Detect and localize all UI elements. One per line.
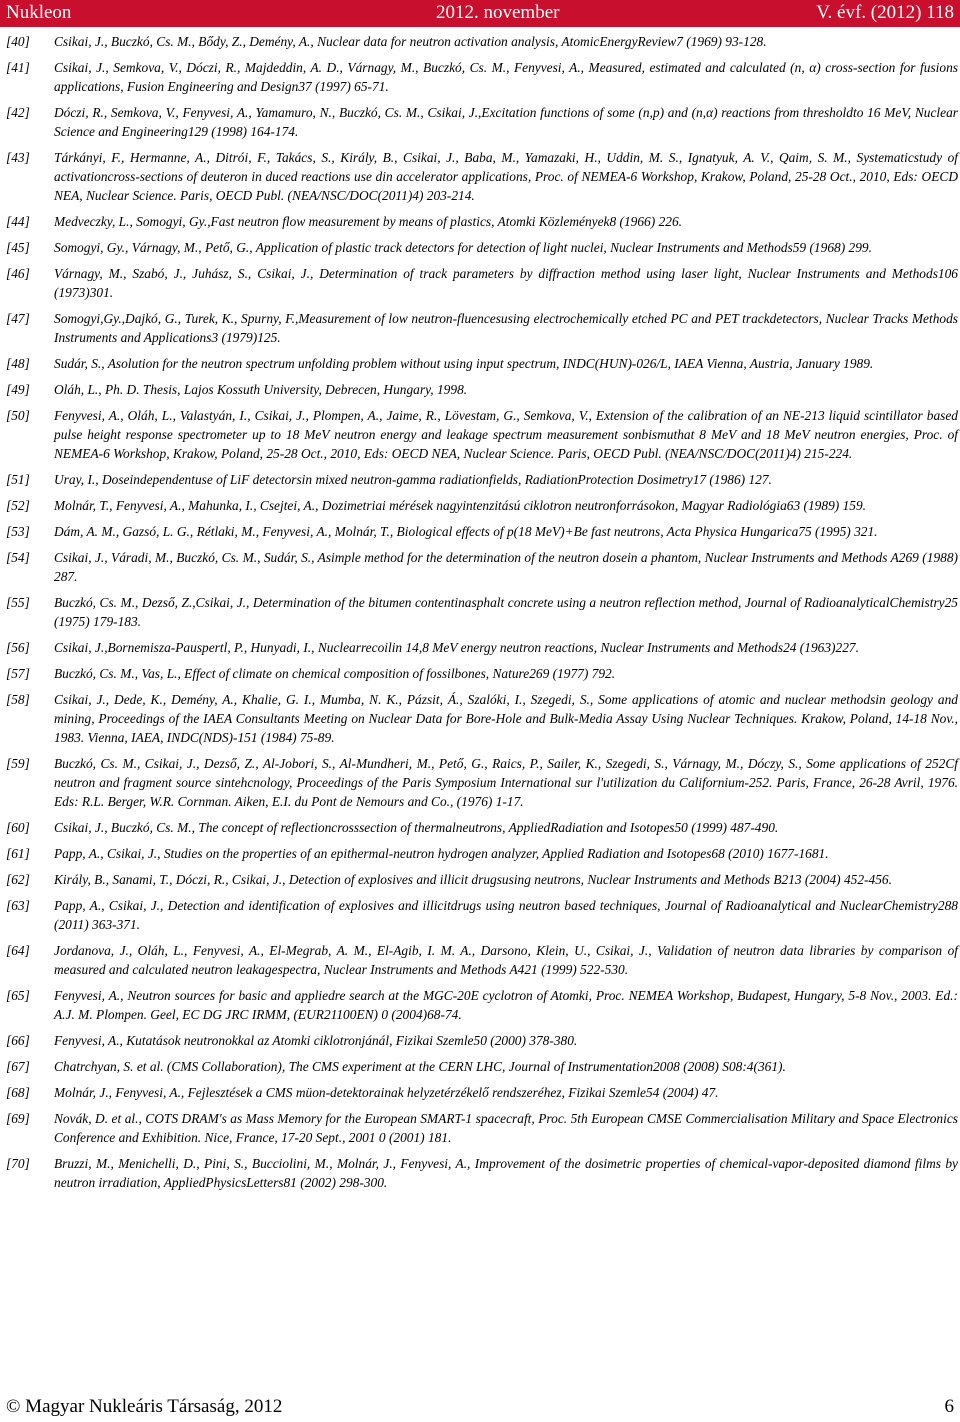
reference-text: Uray, I., Doseindependentuse of LiF detectorsin mixed neutron-gamma radiationfields, RadiationProtection Dosimetry17 (1986) 127. bbox=[54, 472, 772, 487]
reference-text: Papp, A., Csikai, J., Detection and identification of explosives and illicitdrugs using neutron based techniques, Journal of Radioanalytical and NuclearChemistry288 (2011) 363-371. bbox=[54, 898, 958, 932]
reference-item bbox=[6, 548, 958, 586]
reference-number: [55] bbox=[6, 595, 30, 610]
reference-item bbox=[6, 1109, 958, 1147]
reference-text: Fenyvesi, A., Kutatások neutronokkal az Atomki ciklotronjánál, Fizikai Szemle50 (2000) 378-380. bbox=[54, 1033, 578, 1048]
reference-text: Dóczi, R., Semkova, V., Fenyvesi, A., Yamamuro, N., Buczkó, Cs. M., Csikai, J.,Excitation functions of some (n,p) and (n,α) reactions from thresholdto 16 MeV, Nuclear Science and Engineering129 (1998) 164-174. bbox=[54, 105, 958, 139]
reference-item bbox=[6, 496, 958, 515]
reference-item bbox=[6, 690, 958, 747]
reference-text: Király, B., Sanami, T., Dóczi, R., Csikai, J., Detection of explosives and illicit drugsusing neutrons, Nuclear Instruments and Methods B213 (2004) 452-456. bbox=[54, 872, 892, 887]
reference-text: Fenyvesi, A., Oláh, L., Valastyán, I., Csikai, J., Plompen, A., Jaime, R., Lövestam, G., Semkova, V., Extension of the calibration of an NE-213 liquid scintillator based pulse height response spectrometer up to 18 MeV neutron energy and leakage spectrum measurement sonbismuthat 8 MeV and 18 MeV neutron energies, Proc. of NEMEA-6 Workshop, Krakow, Poland, 25-28 Oct., 2010, Eds: OECD NEA, Nuclear Science. Paris, OECD Publ. (NEA/NSC/DOC(2011)4) 215-224. bbox=[54, 408, 958, 461]
reference-text: Jordanova, J., Oláh, L., Fenyvesi, A., El-Megrab, A. M., El-Agib, I. M. A., Darsono, Klein, U., Csikai, J., Validation of neutron data libraries by comparison of measured and calculated neutron leakagespectra, Nuclear Instruments and Methods A421 (1999) 522-530. bbox=[54, 943, 958, 977]
copyright-notice: © Magyar Nukleáris Társaság, 2012 bbox=[6, 1396, 283, 1417]
reference-number: [57] bbox=[6, 666, 30, 681]
reference-number: [43] bbox=[6, 150, 30, 165]
reference-number: [46] bbox=[6, 266, 30, 281]
reference-number: [42] bbox=[6, 105, 30, 120]
reference-item bbox=[6, 470, 958, 489]
reference-item bbox=[6, 309, 958, 347]
reference-item bbox=[6, 844, 958, 863]
reference-text: Medveczky, L., Somogyi, Gy.,Fast neutron flow measurement by means of plastics, Atomki Közlemények8 (1966) 226. bbox=[54, 214, 682, 229]
reference-number: [44] bbox=[6, 214, 30, 229]
reference-item bbox=[6, 380, 958, 399]
reference-item bbox=[6, 212, 958, 231]
reference-number: [53] bbox=[6, 524, 30, 539]
reference-number: [68] bbox=[6, 1085, 30, 1100]
reference-number: [66] bbox=[6, 1033, 30, 1048]
reference-number: [50] bbox=[6, 408, 30, 423]
reference-item bbox=[6, 1057, 958, 1076]
page-footer bbox=[0, 1394, 960, 1422]
reference-text: Oláh, L., Ph. D. Thesis, Lajos Kossuth University, Debrecen, Hungary, 1998. bbox=[54, 382, 468, 397]
reference-number: [64] bbox=[6, 943, 30, 958]
reference-number: [49] bbox=[6, 382, 30, 397]
reference-number: [54] bbox=[6, 550, 30, 565]
reference-text: Molnár, T., Fenyvesi, A., Mahunka, I., Csejtei, A., Dozimetriai mérések nagyintenzitású ciklotron neutronforrásokon, Magyar Radiológia63 (1989) 159. bbox=[54, 498, 867, 513]
reference-text: Somogyi,Gy.,Dajkó, G., Turek, K., Spurny, F.,Measurement of low neutron-fluencesusing electrochemically etched PC and PET trackdetectors, Nuclear Tracks Methods Instruments and Applications3 (1979)125. bbox=[54, 311, 958, 345]
reference-number: [62] bbox=[6, 872, 30, 887]
reference-text: Buczkó, Cs. M., Vas, L., Effect of climate on chemical composition of fossilbones, Nature269 (1977) 792. bbox=[54, 666, 616, 681]
reference-number: [45] bbox=[6, 240, 30, 255]
reference-text: Papp, A., Csikai, J., Studies on the properties of an epithermal-neutron hydrogen analyzer, Applied Radiation and Isotopes68 (2010) 1677-1681. bbox=[54, 846, 829, 861]
reference-item bbox=[6, 264, 958, 302]
reference-item bbox=[6, 406, 958, 463]
reference-item bbox=[6, 941, 958, 979]
reference-number: [59] bbox=[6, 756, 30, 771]
reference-item bbox=[6, 870, 958, 889]
reference-text: Dám, A. M., Gazsó, L. G., Rétlaki, M., Fenyvesi, A., Molnár, T., Biological effects of p(18 MeV)+Be fast neutrons, Acta Physica Hungarica75 (1995) 321. bbox=[54, 524, 878, 539]
reference-number: [58] bbox=[6, 692, 30, 707]
reference-text: Novák, D. et al., COTS DRAM's as Mass Memory for the European SMART-1 spacecraft, Proc. 5th European CMSE Commercialisation Military and Space Electronics Conference and Exhibition. Nice, France, 17-20 Sept., 2001 0 (2001) 181. bbox=[54, 1111, 958, 1145]
reference-number: [67] bbox=[6, 1059, 30, 1074]
reference-item bbox=[6, 986, 958, 1024]
reference-text: Buczkó, Cs. M., Dezső, Z.,Csikai, J., Determination of the bitumen contentinasphalt concrete using a neutron reflection method, Journal of RadioanalyticalChemistry25 (1975) 179-183. bbox=[54, 595, 958, 629]
reference-text: Sudár, S., Asolution for the neutron spectrum unfolding problem without using input spectrum, INDC(HUN)-026/L, IAEA Vienna, Austria, January 1989. bbox=[54, 356, 874, 371]
reference-item bbox=[6, 818, 958, 837]
issue-date: 2012. november bbox=[436, 2, 560, 23]
reference-list bbox=[6, 32, 958, 1199]
reference-text: Fenyvesi, A., Neutron sources for basic and appliedre search at the MGC-20E cyclotron of Atomki, Proc. NEMEA Workshop, Budapest, Hungary, 5-8 Nov., 2003. Ed.: A.J. M. Plompen. Geel, EC DG JRC IRMM, (EUR21100EN) 0 (2004)68-74. bbox=[54, 988, 958, 1022]
journal-name: Nukleon bbox=[6, 2, 72, 23]
reference-item bbox=[6, 238, 958, 257]
reference-number: [48] bbox=[6, 356, 30, 371]
reference-item bbox=[6, 754, 958, 811]
reference-text: Chatrchyan, S. et al. (CMS Collaboration), The CMS experiment at the CERN LHC, Journal of Instrumentation2008 (2008) S08:4(361). bbox=[54, 1059, 786, 1074]
reference-item bbox=[6, 1083, 958, 1102]
reference-text: Csikai, J., Váradi, M., Buczkó, Cs. M., Sudár, S., Asimple method for the determination of the neutron dosein a phantom, Nuclear Instruments and Methods A269 (1988) 287. bbox=[54, 550, 958, 584]
reference-text: Csikai, J.,Bornemisza-Pauspertl, P., Hunyadi, I., Nuclearrecoilin 14,8 MeV energy neutron reactions, Nuclear Instruments and Methods24 (1963)227. bbox=[54, 640, 859, 655]
reference-item bbox=[6, 1031, 958, 1050]
reference-text: Csikai, J., Dede, K., Demény, A., Khalie, G. I., Mumba, N. K., Pázsit, Á., Szalóki, I., Szegedi, S., Some applications of atomic and nuclear methodsin geology and mining, Proceedings of the IAEA Consultants Meeting on Nuclear Data for Bore-Hole and Bulk-Media Assay Using Nuclear Techniques. Krakow, Poland, 14-18 Nov., 1983. Vienna, IAEA, INDC(NDS)-151 (1984) 75-89. bbox=[54, 692, 958, 745]
reference-item bbox=[6, 522, 958, 541]
reference-number: [56] bbox=[6, 640, 30, 655]
reference-number: [61] bbox=[6, 846, 30, 861]
reference-item bbox=[6, 664, 958, 683]
reference-number: [69] bbox=[6, 1111, 30, 1126]
reference-text: Csikai, J., Buczkó, Cs. M., The concept of reflectioncrosssection of thermalneutrons, AppliedRadiation and Isotopes50 (1999) 487-490. bbox=[54, 820, 779, 835]
reference-number: [70] bbox=[6, 1156, 30, 1171]
page-number: 6 bbox=[944, 1396, 954, 1417]
reference-item bbox=[6, 354, 958, 373]
reference-text: Csikai, J., Semkova, V., Dóczi, R., Majdeddin, A. D., Várnagy, M., Buczkó, Cs. M., Fenyvesi, A., Measured, estimated and calculated (n, α) cross-section for fusions applications, Fusion Engineering and Design37 (1997) 65-71. bbox=[54, 60, 958, 94]
reference-number: [47] bbox=[6, 311, 30, 326]
reference-number: [60] bbox=[6, 820, 30, 835]
reference-item bbox=[6, 638, 958, 657]
reference-text: Tárkányi, F., Hermanne, A., Ditrói, F., Takács, S., Király, B., Csikai, J., Baba, M., Yamazaki, H., Uddin, M. S., Ignatyuk, A. V., Qaim, S. M., Systematicstudy of activationcross-sections of deuteron in duced reactions use din accelerator applications, Proc. of NEMEA-6 Workshop, Krakow, Poland, 25-28 Oct., 2010, Eds: OECD NEA, Nuclear Science. Paris, OECD Publ. (NEA/NSC/DOC(2011)4) 203-214. bbox=[54, 150, 958, 203]
reference-number: [40] bbox=[6, 34, 30, 49]
volume-info: V. évf. (2012) 118 bbox=[816, 2, 954, 23]
reference-text: Molnár, J., Fenyvesi, A., Fejlesztések a CMS müon-detektorainak helyzetérzékelő rendszeréhez, Fizikai Szemle54 (2004) 47. bbox=[54, 1085, 719, 1100]
reference-item bbox=[6, 58, 958, 96]
reference-text: Csikai, J., Buczkó, Cs. M., Bődy, Z., Demény, A., Nuclear data for neutron activation analysis, AtomicEnergyReview7 (1969) 93-128. bbox=[54, 34, 767, 49]
reference-number: [52] bbox=[6, 498, 30, 513]
reference-item bbox=[6, 1154, 958, 1192]
reference-number: [41] bbox=[6, 60, 30, 75]
reference-text: Somogyi, Gy., Várnagy, M., Pető, G., Application of plastic track detectors for detection of light nuclei, Nuclear Instruments and Methods59 (1968) 299. bbox=[54, 240, 872, 255]
reference-text: Bruzzi, M., Menichelli, D., Pini, S., Bucciolini, M., Molnár, J., Fenyvesi, A., Improvement of the dosimetric properties of chemical-vapor-deposited diamond films by neutron irradiation, AppliedPhysicsLetters81 (2002) 298-300. bbox=[54, 1156, 958, 1190]
reference-number: [51] bbox=[6, 472, 30, 487]
reference-item bbox=[6, 32, 958, 51]
reference-item bbox=[6, 103, 958, 141]
reference-number: [65] bbox=[6, 988, 30, 1003]
reference-item bbox=[6, 593, 958, 631]
reference-text: Várnagy, M., Szabó, J., Juhász, S., Csikai, J., Determination of track parameters by diffraction method using laser light, Nuclear Instruments and Methods106 (1973)301. bbox=[54, 266, 958, 300]
reference-item bbox=[6, 896, 958, 934]
page-header bbox=[0, 0, 960, 27]
reference-number: [63] bbox=[6, 898, 30, 913]
reference-item bbox=[6, 148, 958, 205]
reference-text: Buczkó, Cs. M., Csikai, J., Dezső, Z., Al-Jobori, S., Al-Mundheri, M., Pető, G., Raics, P., Sailer, K., Szegedi, S., Várnagy, M., Dóczy, S., Some applications of 252Cf neutron and fragment source sintehcnology, Proceedings of the Paris Symposium International sur l'utilization du Californium-252. Paris, France, 26-28 Avril, 1976. Eds: R.L. Berger, W.R. Cornman. Aiken, E.I. du Pont de Nemours and Co., (1976) 1-17. bbox=[54, 756, 958, 809]
